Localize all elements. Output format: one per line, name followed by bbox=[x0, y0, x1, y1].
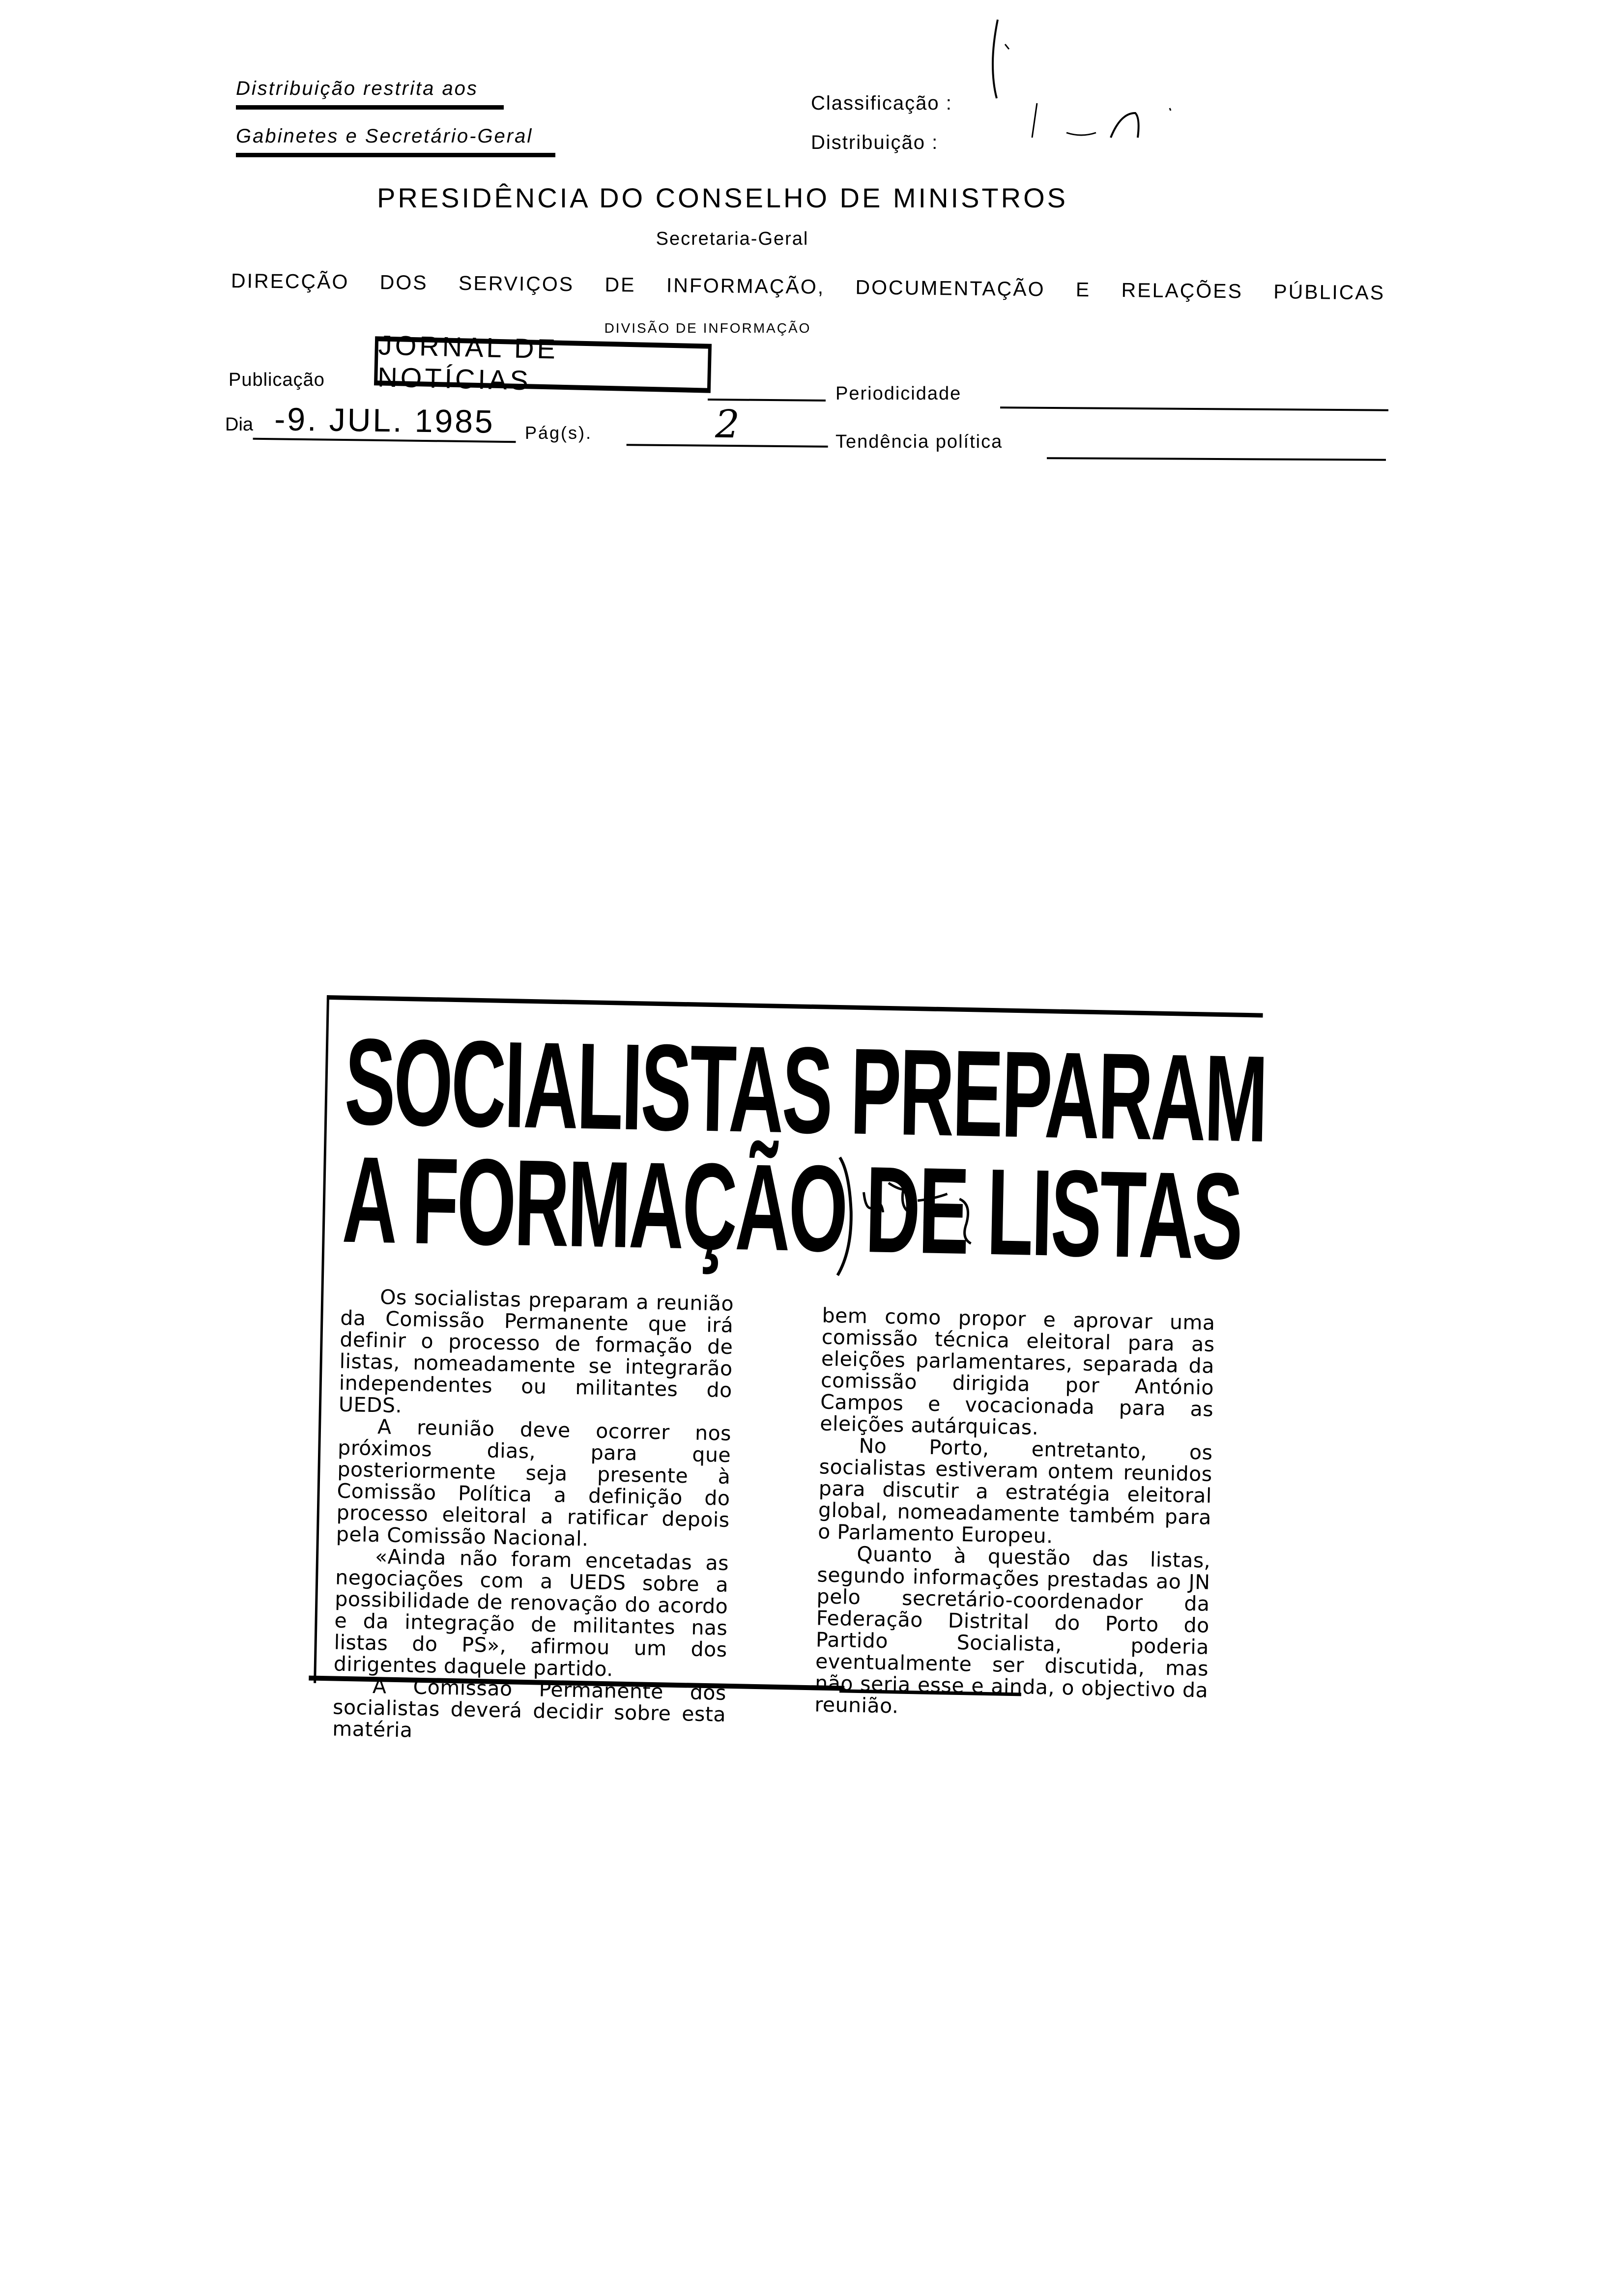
day-value-stamp: -9. JUL. 1985 bbox=[253, 402, 517, 443]
publication-underline bbox=[708, 399, 826, 402]
article-column-right bbox=[814, 1304, 1215, 1722]
distribution-restriction-note bbox=[236, 79, 555, 174]
publication-label: Publicação bbox=[229, 370, 325, 390]
classification-fields bbox=[811, 93, 952, 172]
handwritten-signature-icon bbox=[828, 1152, 987, 1283]
header-directorate: DIRECÇÃO DOS SERVIÇOS DE INFORMAÇÃO, DOCUMENTAÇÃO E RELAÇÕES PÚBLICAS bbox=[230, 269, 1385, 304]
clipping-border-left bbox=[314, 995, 329, 1683]
article-paragraph: Os socialistas preparam a reunião da Comissão Permanente que irá definir o processo de formação de listas, nomeadamente se integrarão independentes ou militantes do UEDS. bbox=[338, 1285, 734, 1418]
distribution-note-line-1: Distribuição restrita aos bbox=[236, 79, 504, 110]
political-tendency-field bbox=[1047, 457, 1386, 461]
page-title: PRESIDÊNCIA DO CONSELHO DE MINISTROS bbox=[377, 182, 1068, 213]
article-paragraph: Quanto à questão das listas, segundo informações prestadas ao JN pelo secretário-coordenador da Federação Distrital do Porto do Partido Socialista, poderia eventualmente ser discutida, mas não seria esse e ainda, o objectivo da reunião. bbox=[814, 1542, 1211, 1718]
article-paragraph: No Porto, entretanto, os socialistas estiveram ontem reunidos para discutir a estratégia eleitoral global, nomeadamente também para o Parlamento Europeu. bbox=[817, 1434, 1213, 1548]
article-paragraph: «Ainda não foram encetadas as negociações com a UEDS sobre a possibilidade de renovação do acordo e da integração de militantes nas listas do PS», afirmou um dos dirigentes daquele partido. bbox=[333, 1545, 729, 1681]
classification-label: Classificação : bbox=[811, 92, 952, 114]
header-division: DIVISÃO DE INFORMAÇÃO bbox=[604, 320, 811, 336]
article-paragraph: A reunião deve ocorrer nos próximos dias, para que posteriormente seja presente à Comissão Política a definição do processo eleitoral a ratificar depois pela Comissão Nacional. bbox=[336, 1415, 732, 1551]
headline-line-1: SOCIALISTAS PREPARAM bbox=[343, 1012, 1267, 1168]
publication-value: JORNAL DE NOTÍCIAS bbox=[377, 329, 559, 396]
publication-stamp bbox=[374, 329, 712, 396]
article-headline bbox=[341, 1012, 1267, 1285]
distribution-label: Distribuição : bbox=[811, 132, 939, 153]
newspaper-clipping bbox=[313, 995, 1270, 1742]
article-paragraph: A Comissão Permanente dos socialistas deverá decidir sobre esta matéria bbox=[332, 1674, 727, 1742]
periodicity-label: Periodicidade bbox=[835, 383, 962, 404]
pages-label: Pág(s). bbox=[525, 423, 593, 443]
clipping-border-top bbox=[327, 995, 1263, 1018]
day-label: Dia bbox=[225, 414, 254, 435]
pages-value: 2 bbox=[627, 404, 829, 448]
periodicity-field bbox=[1000, 406, 1388, 411]
handwritten-mark-icon bbox=[963, 15, 1199, 152]
distribution-note-line-2: Gabinetes e Secretário-Geral bbox=[236, 126, 555, 157]
political-tendency-label: Tendência política bbox=[835, 431, 1003, 452]
headline-line-2: A FORMAÇÃO DE LISTAS bbox=[341, 1130, 1242, 1285]
header-subtitle: Secretaria-Geral bbox=[656, 229, 809, 249]
article-paragraph: bem como propor e aprovar uma comissão técnica eleitoral para as eleições parlamentares, separada da comissão dirigida por António Campos e vocacionada para as eleições autárquicas. bbox=[819, 1303, 1215, 1439]
